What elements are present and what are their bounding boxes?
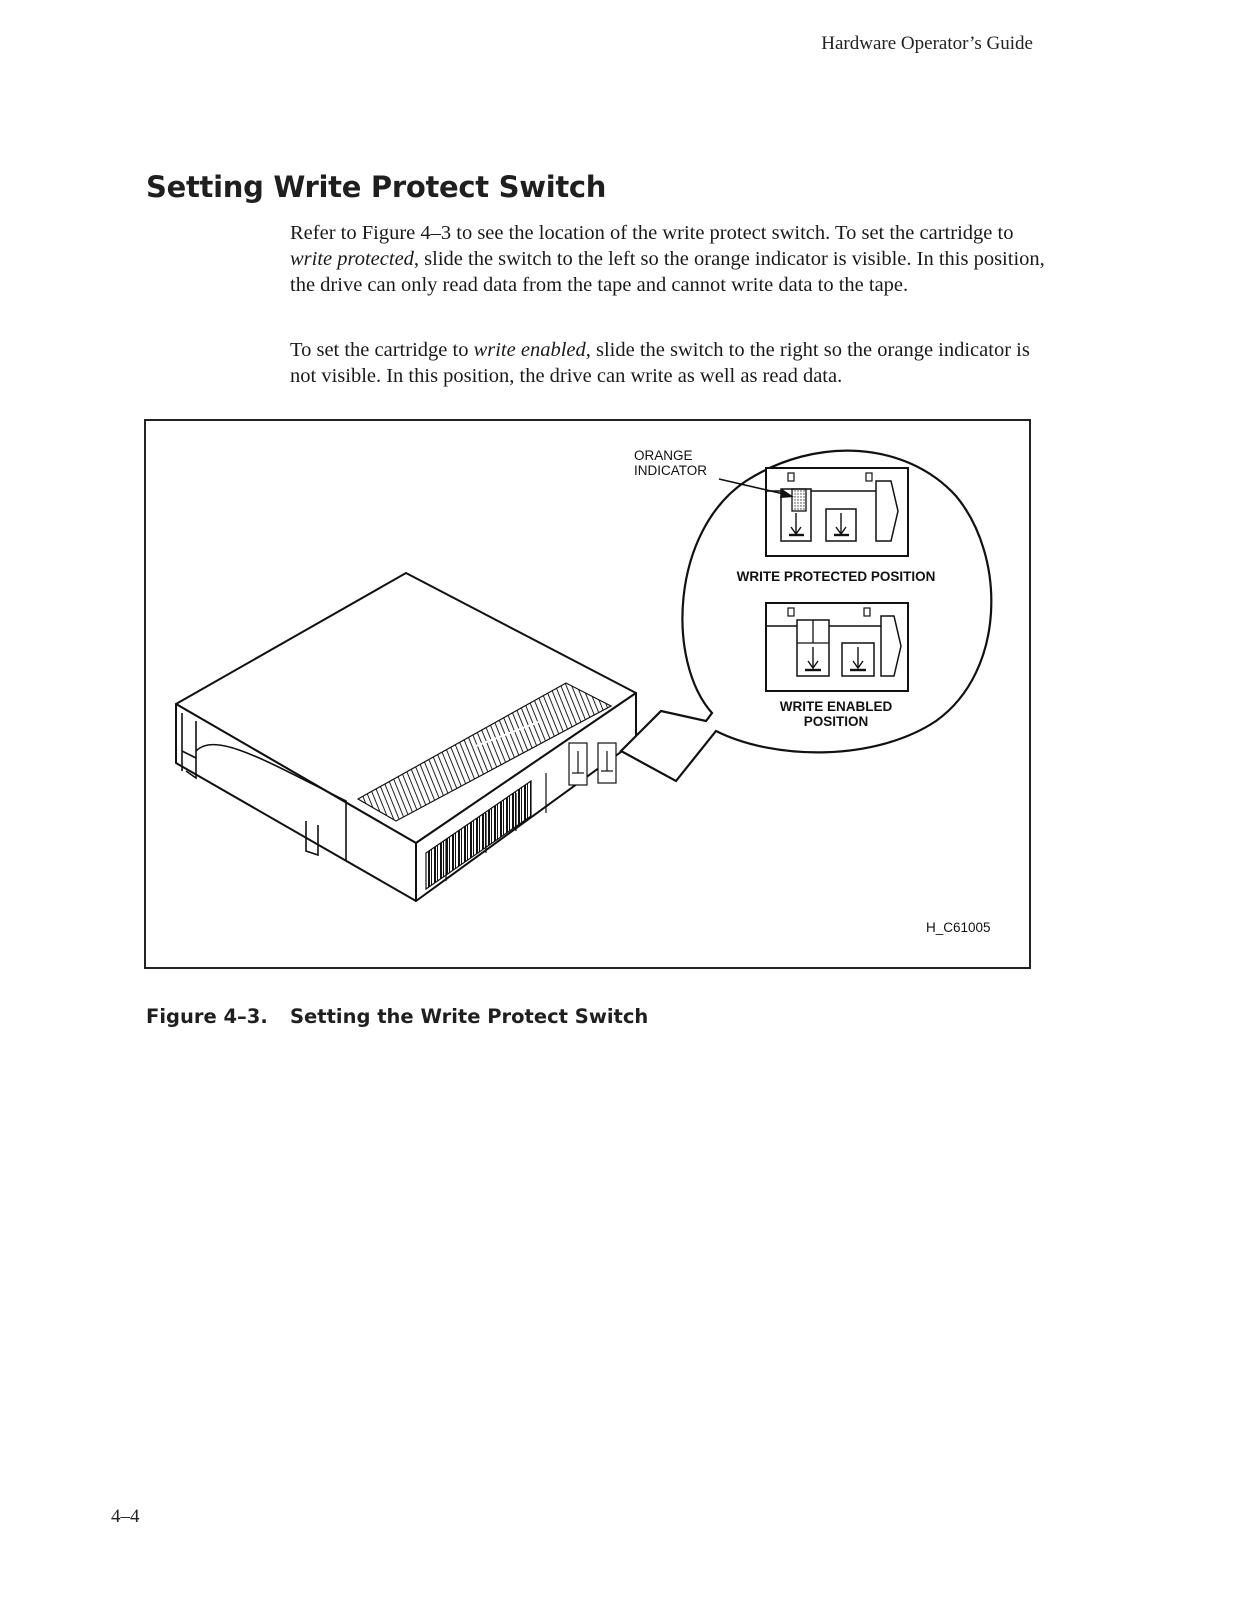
label-write-enabled-line1: WRITE ENABLED bbox=[779, 699, 893, 714]
figure-caption-number: Figure 4–3. bbox=[146, 1005, 268, 1028]
p2-text-a: To set the cartridge to bbox=[290, 339, 474, 361]
figure-caption-title: Setting the Write Protect Switch bbox=[290, 1005, 649, 1028]
p1-text-a: Refer to Figure 4–3 to see the location of the write protect switch. To set the cartridge to bbox=[290, 222, 1014, 244]
running-header: Hardware Operator’s Guide bbox=[821, 33, 1033, 54]
write-protected-inset bbox=[766, 468, 908, 556]
section-title: Setting Write Protect Switch bbox=[146, 170, 607, 204]
page-number: 4–4 bbox=[111, 1506, 140, 1527]
p1-text-b: , slide the switch to the left so the orange indicator is visible. In this position, the drive can only read data from the tape and cannot write data to the tape. bbox=[290, 248, 1045, 296]
orange-indicator-marker bbox=[792, 489, 806, 511]
label-orange-line1: ORANGE bbox=[634, 448, 693, 463]
label-write-protected: WRITE PROTECTED POSITION bbox=[736, 569, 936, 584]
write-enabled-inset bbox=[766, 603, 908, 691]
p1-emphasis: write protected bbox=[290, 248, 414, 270]
paragraph-write-protected bbox=[290, 220, 1050, 298]
figure-caption bbox=[146, 1005, 648, 1028]
label-write-enabled-line2: POSITION bbox=[803, 714, 869, 729]
p2-emphasis: write enabled bbox=[473, 339, 586, 361]
paragraph-write-enabled bbox=[290, 337, 1050, 389]
figure-4-3 bbox=[144, 419, 1031, 969]
tape-cartridge bbox=[176, 573, 636, 901]
cartridge-diagram bbox=[146, 421, 1029, 967]
figure-code: H_C61005 bbox=[926, 920, 991, 935]
label-orange-line2: INDICATOR bbox=[634, 463, 708, 478]
p2-text-b: , slide the switch to the right so the orange indicator is not visible. In this position, the drive can write as well as read data. bbox=[290, 339, 1030, 387]
